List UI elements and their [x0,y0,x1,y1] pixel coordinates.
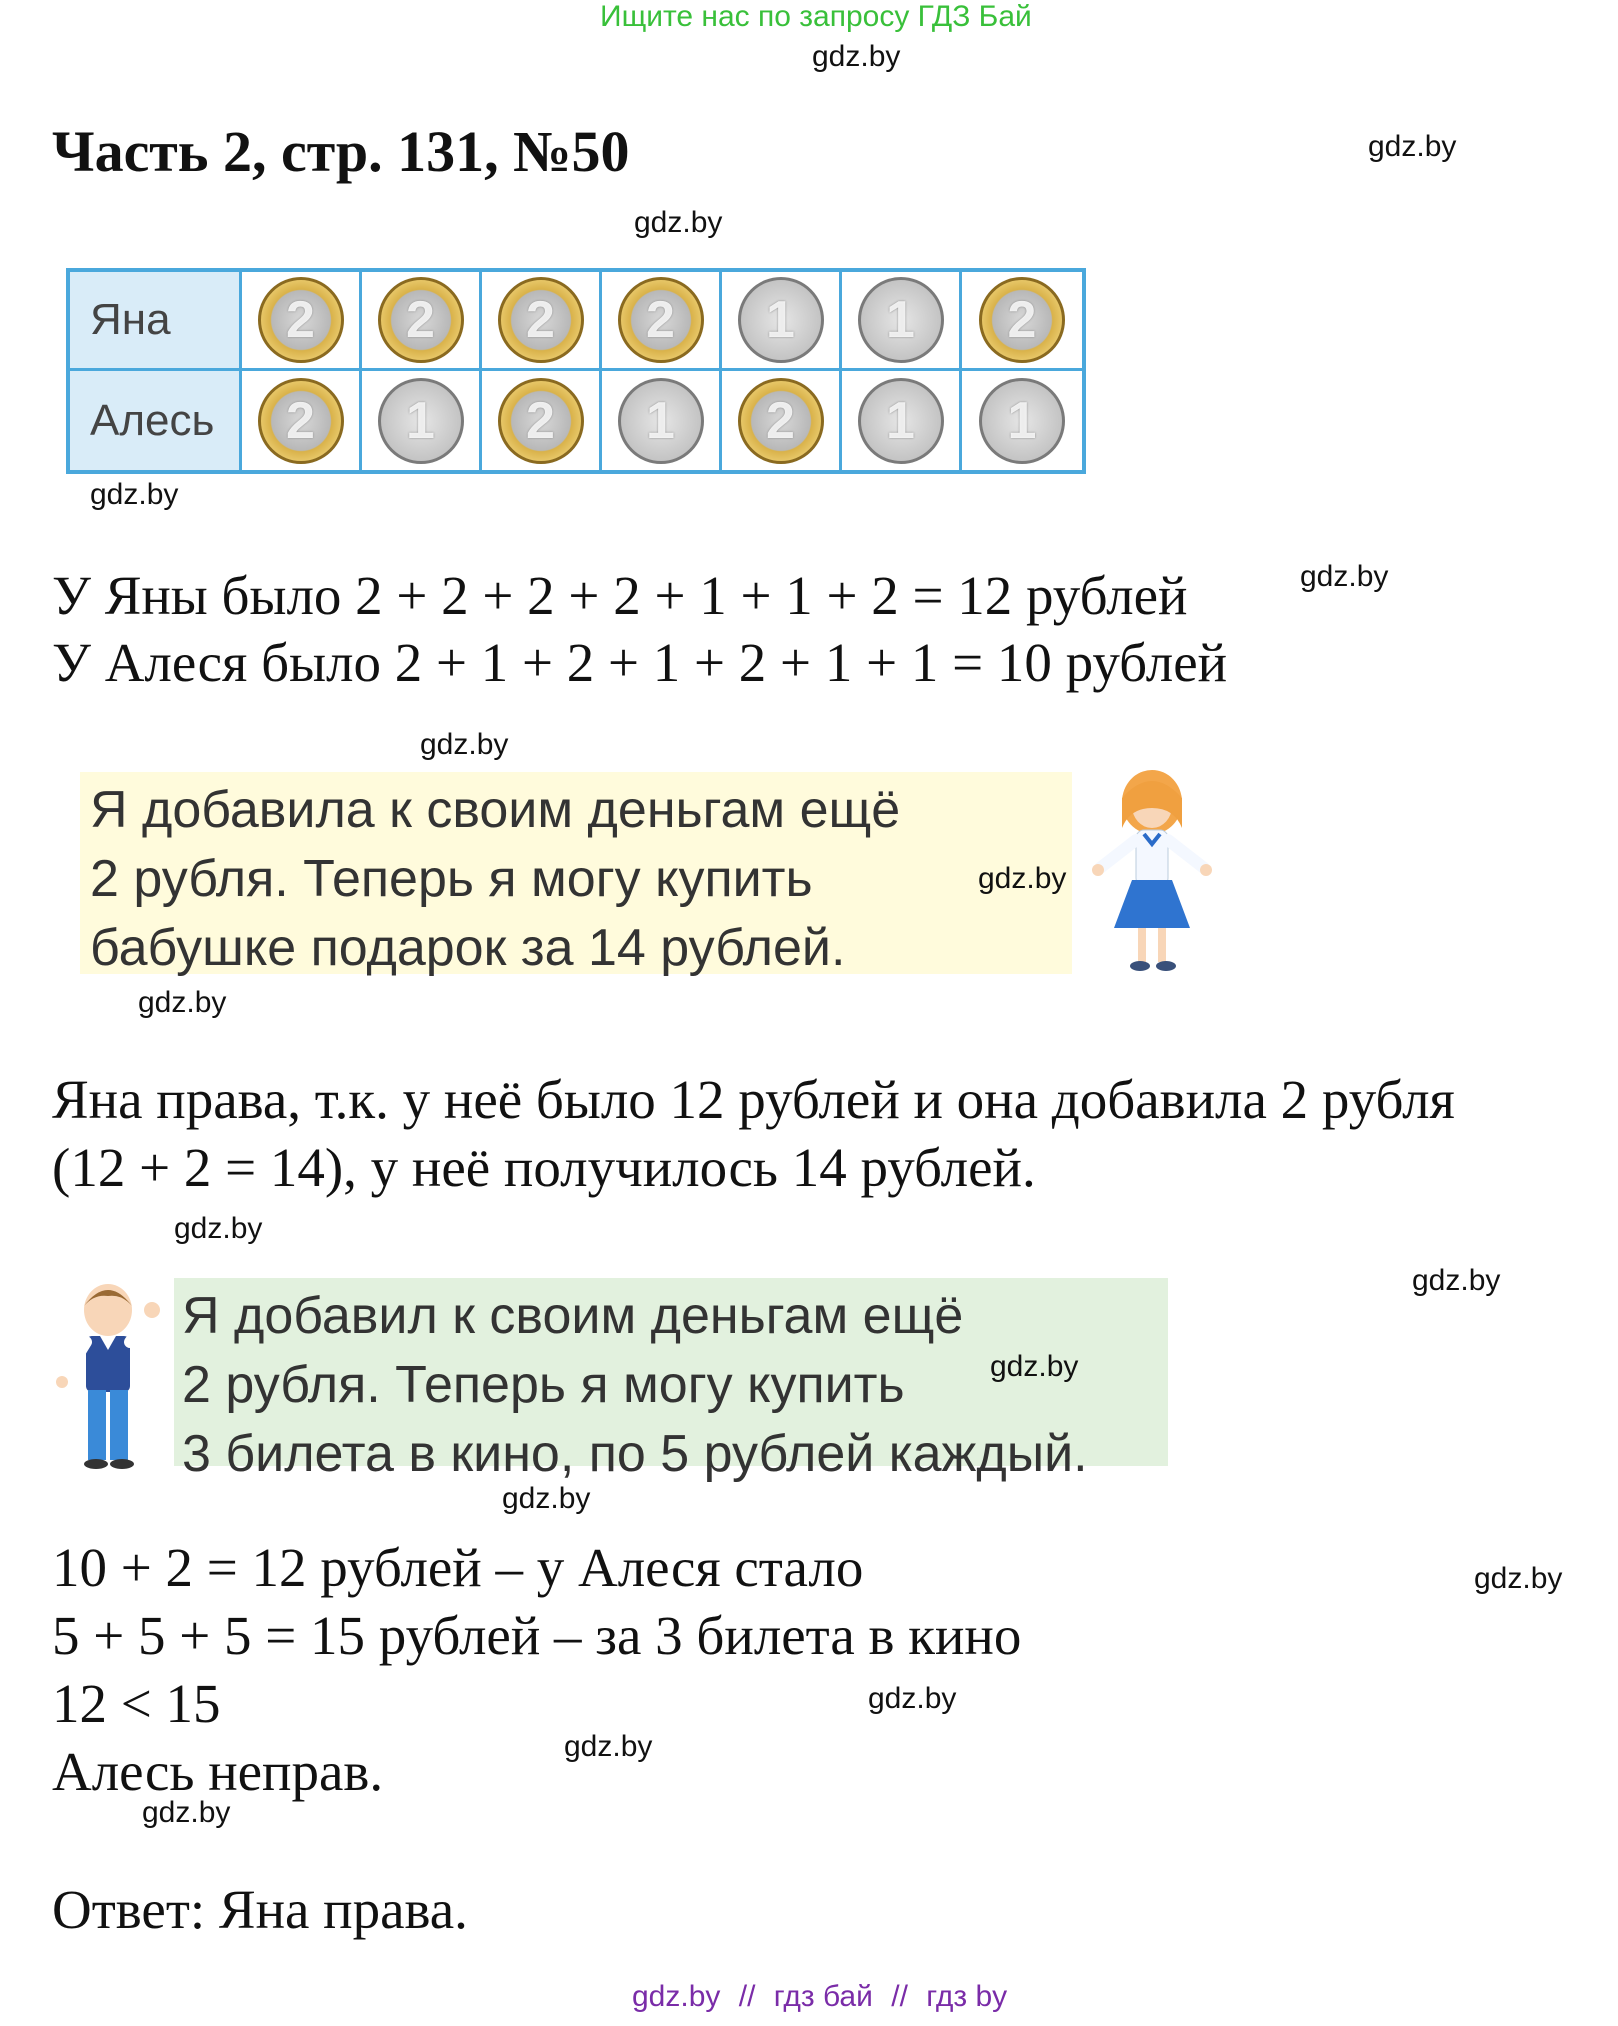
coin-denomination: 2 [286,391,315,450]
watermark: gdz.by [1474,1562,1563,1595]
coin-1-ruble-icon [378,378,464,464]
boy-illustration [52,1280,168,1470]
solution-ales-line: 12 < 15 [52,1673,221,1734]
coin-2-ruble-icon [258,277,344,363]
speech-line: Я добавила к своим деньгам ещё [90,781,901,839]
coin-cell [602,371,722,470]
coin-cell [962,272,1082,371]
header-site-label: gdz.by [812,40,901,73]
coin-cell [842,371,962,470]
watermark: gdz.by [1300,560,1389,593]
solution-ales-line: 10 + 2 = 12 рублей – у Алеся стало [52,1537,864,1598]
coin-2-ruble-icon [738,378,824,464]
coin-cell [482,371,602,470]
coin-denomination: 1 [766,291,795,349]
speech-line: 3 билета в кино, по 5 рублей каждый. [182,1425,1088,1483]
coin-cell [242,272,362,371]
coin-cell [722,272,842,371]
coin-1-ruble-icon [858,277,944,363]
watermark: gdz.by [420,728,509,761]
answer-yana-line: (12 + 2 = 14), у неё получилось 14 рублей. [52,1137,1036,1198]
coin-1-ruble-icon [979,378,1065,464]
final-answer: Ответ: Яна права. [52,1879,468,1940]
row-name-cell: Яна [70,272,242,371]
solution-ales-line: 5 + 5 + 5 = 15 рублей – за 3 билета в кино [52,1605,1022,1666]
watermark: gdz.by [978,862,1067,895]
coin-1-ruble-icon [858,378,944,464]
coin-cell [242,371,362,470]
speech-line: 2 рубля. Теперь я могу купить [90,850,813,908]
watermark: gdz.by [868,1682,957,1715]
coin-cell [482,272,602,371]
speech-bubble-yana [80,772,1072,977]
coin-1-ruble-icon [618,378,704,464]
coin-denomination: 2 [526,291,555,349]
coin-table [66,268,1086,474]
coin-2-ruble-icon [378,277,464,363]
watermark: gdz.by [564,1730,653,1763]
coin-denomination: 1 [886,391,915,450]
girl-illustration [1082,768,1222,974]
coin-cell [362,371,482,470]
page-title: Часть 2, стр. 131, №50 [52,119,630,184]
watermark: gdz.by [142,1796,231,1829]
watermark: gdz.by [138,986,227,1019]
watermark: gdz.by [1368,130,1457,163]
coin-denomination: 1 [1007,391,1037,450]
coin-1-ruble-icon [738,277,824,363]
sum-ales: У Алеся было 2 + 1 + 2 + 1 + 2 + 1 + 1 = 10 рублей [52,632,1228,693]
coin-2-ruble-icon [979,277,1065,363]
footer-link-gdz-by[interactable]: gdz.by [632,1980,721,2013]
solution-ales-line: Алесь неправ. [52,1741,384,1802]
footer-links [632,1980,1007,2014]
coin-2-ruble-icon [498,277,584,363]
coin-cell [722,371,842,470]
watermark: gdz.by [990,1350,1079,1383]
coin-2-ruble-icon [498,378,584,464]
coin-cell [362,272,482,371]
coin-denomination: 1 [646,391,675,450]
coin-denomination: 2 [1007,291,1037,349]
coin-denomination: 2 [646,291,675,349]
answer-yana-line: Яна права, т.к. у неё было 12 рублей и она добавила 2 рубля [52,1069,1455,1130]
footer-separator: // [738,1980,756,2013]
footer-link-gdz-bai[interactable]: гдз бай [773,1980,873,2013]
watermark: gdz.by [502,1482,591,1515]
coin-denomination: 1 [406,391,435,450]
coin-cell [602,272,722,371]
watermark: gdz.by [634,206,723,239]
watermark: gdz.by [1412,1264,1501,1297]
speech-line: 2 рубля. Теперь я могу купить [182,1356,905,1414]
search-hint-link[interactable]: Ищите нас по запросу ГДЗ Бай [600,0,1032,33]
coin-denomination: 2 [406,291,435,349]
coin-denomination: 2 [766,391,795,450]
footer-link-gdz-by-cyr[interactable]: гдз by [926,1980,1008,2013]
footer-separator: // [891,1980,908,2013]
coin-denomination: 2 [526,391,555,450]
sum-yana: У Яны было 2 + 2 + 2 + 2 + 1 + 1 + 2 = 12 рублей [52,565,1188,626]
coin-2-ruble-icon [258,378,344,464]
watermark: gdz.by [90,478,179,511]
coin-cell [842,272,962,371]
row-name-cell: Алесь [70,371,242,470]
coin-cell [962,371,1082,470]
speech-line: бабушке подарок за 14 рублей. [90,919,846,977]
speech-line: Я добавил к своим деньгам ещё [182,1287,964,1345]
coin-2-ruble-icon [618,277,704,363]
coin-denomination: 1 [886,291,915,349]
coin-denomination: 2 [286,291,315,349]
watermark: gdz.by [174,1212,263,1245]
